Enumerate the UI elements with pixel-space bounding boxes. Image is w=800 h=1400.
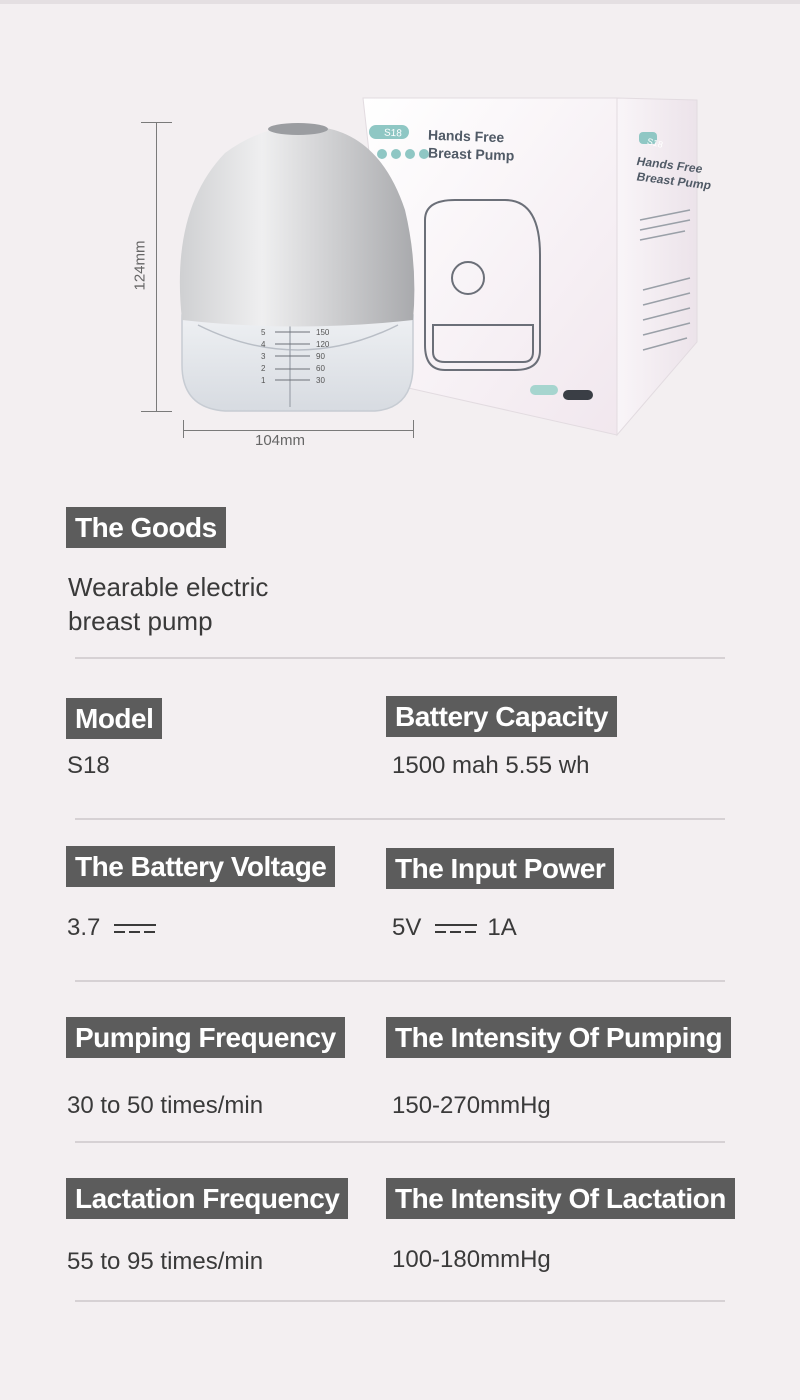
divider <box>75 1141 725 1143</box>
divider <box>75 1300 725 1302</box>
pumping-frequency-label: Pumping Frequency <box>66 1017 345 1058</box>
height-dimension-label: 124mm <box>131 240 149 291</box>
goods-value-line2: breast pump <box>68 606 213 636</box>
box-title-line1: Hands Free <box>427 126 505 146</box>
divider <box>75 980 725 982</box>
lactation-intensity-label: The Intensity Of Lactation <box>386 1178 735 1219</box>
goods-label: The Goods <box>66 507 226 548</box>
width-dimension-cap-left <box>183 420 184 438</box>
scale-number: 5 <box>261 328 266 337</box>
goods-value <box>68 570 368 638</box>
lactation-frequency-label: Lactation Frequency <box>66 1178 348 1219</box>
input-power-value <box>392 914 517 942</box>
scale-number: 2 <box>261 364 266 373</box>
scale-number: 4 <box>261 340 266 349</box>
pumping-intensity-label: The Intensity Of Pumping <box>386 1017 731 1058</box>
input-power-voltage: 5V <box>392 914 422 941</box>
input-power-label: The Input Power <box>386 848 614 889</box>
battery-capacity-value: 1500 mah 5.55 wh <box>392 752 590 779</box>
lactation-intensity-value: 100-180mmHg <box>392 1246 551 1273</box>
pumping-frequency-value: 30 to 50 times/min <box>67 1092 264 1119</box>
model-label: Model <box>66 698 162 739</box>
box-side-title-line2: Breast Pump <box>635 169 713 193</box>
divider <box>75 657 725 659</box>
pump-scale-oz <box>261 327 265 387</box>
box-side-title-line1: Hands Free <box>635 154 705 176</box>
box-model-tag: S18 <box>383 127 403 140</box>
battery-voltage-number: 3.7 <box>67 914 101 941</box>
scale-mark: 150 <box>316 328 330 337</box>
height-dimension-cap-top <box>141 122 172 123</box>
product-photo <box>0 0 800 470</box>
scale-number: 1 <box>261 376 266 385</box>
box-title-line2: Breast Pump <box>427 144 515 164</box>
breast-pump-image <box>170 115 430 420</box>
battery-voltage-label: The Battery Voltage <box>66 846 335 887</box>
scale-mark: 90 <box>316 352 325 361</box>
scale-mark: 120 <box>316 340 330 349</box>
box-side-model-tag: S18 <box>645 136 665 150</box>
width-dimension-label: 104mm <box>254 432 306 449</box>
pumping-intensity-value: 150-270mmHg <box>392 1092 551 1119</box>
lactation-frequency-value: 55 to 95 times/min <box>67 1248 264 1275</box>
height-dimension-line <box>156 122 157 412</box>
scale-mark: 30 <box>316 376 325 385</box>
battery-voltage-value <box>67 914 166 942</box>
dc-symbol-icon <box>435 922 477 936</box>
scale-mark: 60 <box>316 364 325 373</box>
pump-scale-ml <box>316 327 329 387</box>
height-dimension-cap-bottom <box>141 411 172 412</box>
goods-value-line1: Wearable electric <box>68 572 269 602</box>
scale-number: 3 <box>261 352 266 361</box>
battery-capacity-label: Battery Capacity <box>386 696 617 737</box>
divider <box>75 818 725 820</box>
dc-symbol-icon <box>114 922 156 936</box>
input-power-current: 1A <box>487 914 517 941</box>
model-value: S18 <box>67 752 110 779</box>
